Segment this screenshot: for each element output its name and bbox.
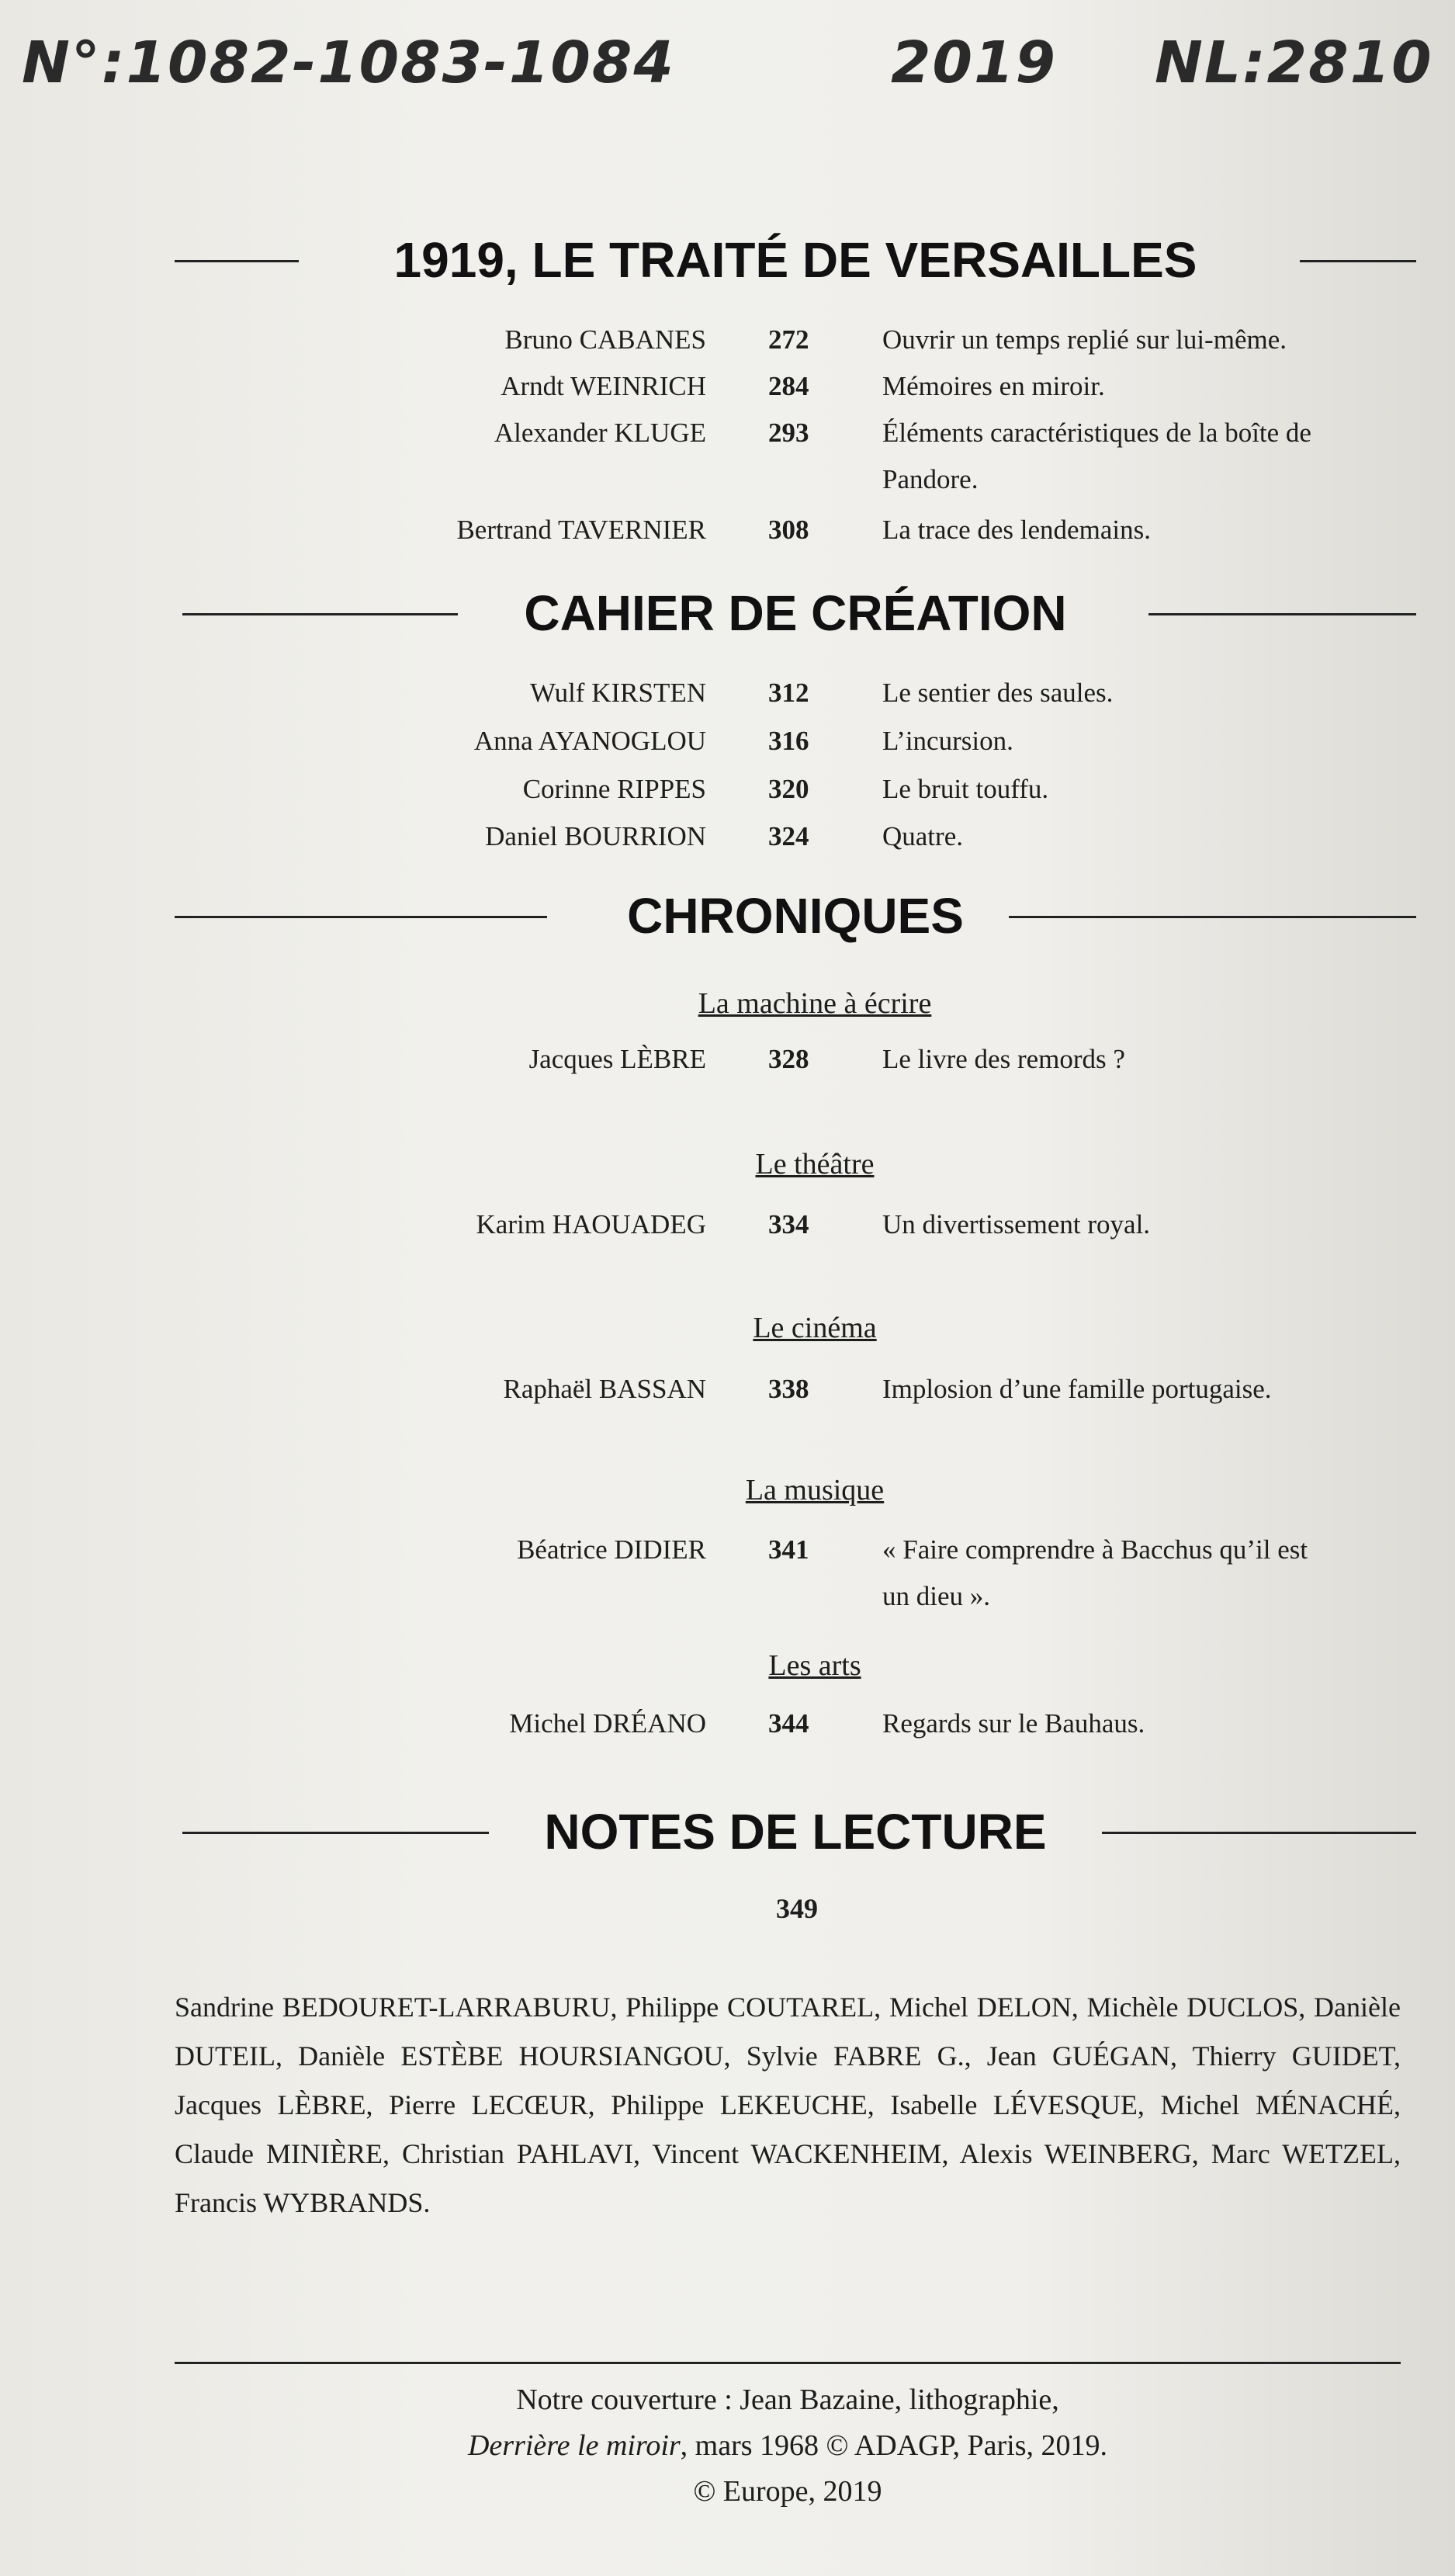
section-heading-chroniques <box>175 881 1416 951</box>
handwritten-issue-numbers: N°:1082-1083-1084 <box>22 29 675 96</box>
entry-title: L’incursion. <box>882 726 1013 756</box>
entry-author: Wulf KIRSTEN <box>529 678 706 708</box>
notes-contributors: Sandrine BEDOURET-LARRABURU, Philippe COUTAREL, Michel DELON, Michèle DUCLOS, Danièle DUTEIL, Danièle ESTÈBE HOURSIANGOU, Sylvie FABRE G., Jean GUÉGAN, Thierry GUIDET, Jacques LÈBRE, Pierre LECŒUR, Philippe LEKEUCHE, Isabelle LÉVESQUE, Michel MÉNACHÉ, Claude MINIÈRE, Christian PAHLAVI, Vincent WACKENHEIM, Alexis WEINBERG, Marc WETZEL, Francis WYBRANDS. <box>175 1992 1401 2218</box>
section-heading-creation <box>175 578 1416 648</box>
section-title: 1919, LE TRAITÉ DE VERSAILLES <box>393 232 1197 288</box>
entry-title: Mémoires en miroir. <box>882 371 1105 401</box>
entry-author: Béatrice DIDIER <box>517 1534 706 1565</box>
section-title: CHRONIQUES <box>627 888 964 944</box>
cover-credit-line2 <box>175 2423 1401 2469</box>
entry-page: 334 <box>768 1209 809 1239</box>
entry-title: Un divertissement royal. <box>882 1209 1151 1239</box>
entry-page: 338 <box>768 1374 809 1404</box>
section-title: CAHIER DE CRÉATION <box>524 585 1067 641</box>
entry-title: Quatre. <box>882 821 963 851</box>
entry-page: 328 <box>768 1044 809 1074</box>
cover-credit-details: , mars 1968 © ADAGP, Paris, 2019. <box>680 2429 1108 2462</box>
entry-author: Arndt WEINRICH <box>501 371 706 401</box>
chronique-heading: La musique <box>745 1474 885 1506</box>
entry-title: « Faire comprendre à Bacchus qu’il est un dieu ». <box>882 1534 1308 1611</box>
entry-author: Daniel BOURRION <box>485 821 706 851</box>
handwritten-reference: NL:2810 <box>1155 29 1433 96</box>
entry-page: 316 <box>768 726 809 756</box>
notes-page-number: 349 <box>776 1893 818 1924</box>
entry-page: 320 <box>768 774 809 804</box>
chronique-heading: La machine à écrire <box>698 987 932 1020</box>
entry-author: Michel DRÉANO <box>509 1708 706 1739</box>
entry-title: Implosion d’une famille portugaise. <box>882 1374 1272 1404</box>
entry-author: Corinne RIPPES <box>522 774 706 804</box>
entry-page: 312 <box>768 678 809 708</box>
entry-author: Bertrand TAVERNIER <box>456 515 706 545</box>
entry-author: Anna AYANOGLOU <box>473 726 706 756</box>
section-heading-versailles <box>175 225 1416 295</box>
entry-page: 324 <box>768 821 809 851</box>
entry-author: Karim HAOUADEG <box>476 1209 706 1239</box>
entry-page: 284 <box>768 371 809 401</box>
cover-credit-work-title: Derrière le miroir <box>467 2429 681 2462</box>
entry-title: Le livre des remords ? <box>882 1044 1125 1074</box>
section-title: NOTES DE LECTURE <box>544 1804 1047 1860</box>
handwritten-year: 2019 <box>891 29 1057 96</box>
copyright-line: © Europe, 2019 <box>693 2475 882 2508</box>
section-heading-notes <box>175 1797 1416 1867</box>
entry-title: La trace des lendemains. <box>882 515 1151 545</box>
entry-title: Ouvrir un temps replié sur lui-même. <box>882 324 1287 355</box>
entry-title: Éléments caractéristiques de la boîte de Pandore. <box>882 418 1311 494</box>
footer-rule <box>175 2362 1401 2364</box>
entry-title: Le bruit touffu. <box>882 774 1049 804</box>
entry-page: 344 <box>768 1708 809 1739</box>
entry-title: Regards sur le Bauhaus. <box>882 1708 1145 1739</box>
entry-page: 293 <box>768 418 809 448</box>
chronique-heading: Le cinéma <box>753 1312 877 1344</box>
entry-title: Le sentier des saules. <box>882 678 1114 708</box>
chronique-heading: Les arts <box>768 1649 861 1682</box>
entry-author: Alexander KLUGE <box>494 418 706 448</box>
cover-credit-line1: Notre couverture : Jean Bazaine, lithographie, <box>516 2384 1059 2416</box>
entry-page: 308 <box>768 515 809 545</box>
entry-author: Raphaël BASSAN <box>503 1374 706 1404</box>
chronique-heading: Le théâtre <box>755 1148 875 1181</box>
handwritten-annotation <box>22 16 1439 109</box>
entry-author: Jacques LÈBRE <box>528 1044 706 1074</box>
entry-page: 272 <box>768 324 809 355</box>
entry-author: Bruno CABANES <box>504 324 706 355</box>
entry-page: 341 <box>768 1534 809 1565</box>
